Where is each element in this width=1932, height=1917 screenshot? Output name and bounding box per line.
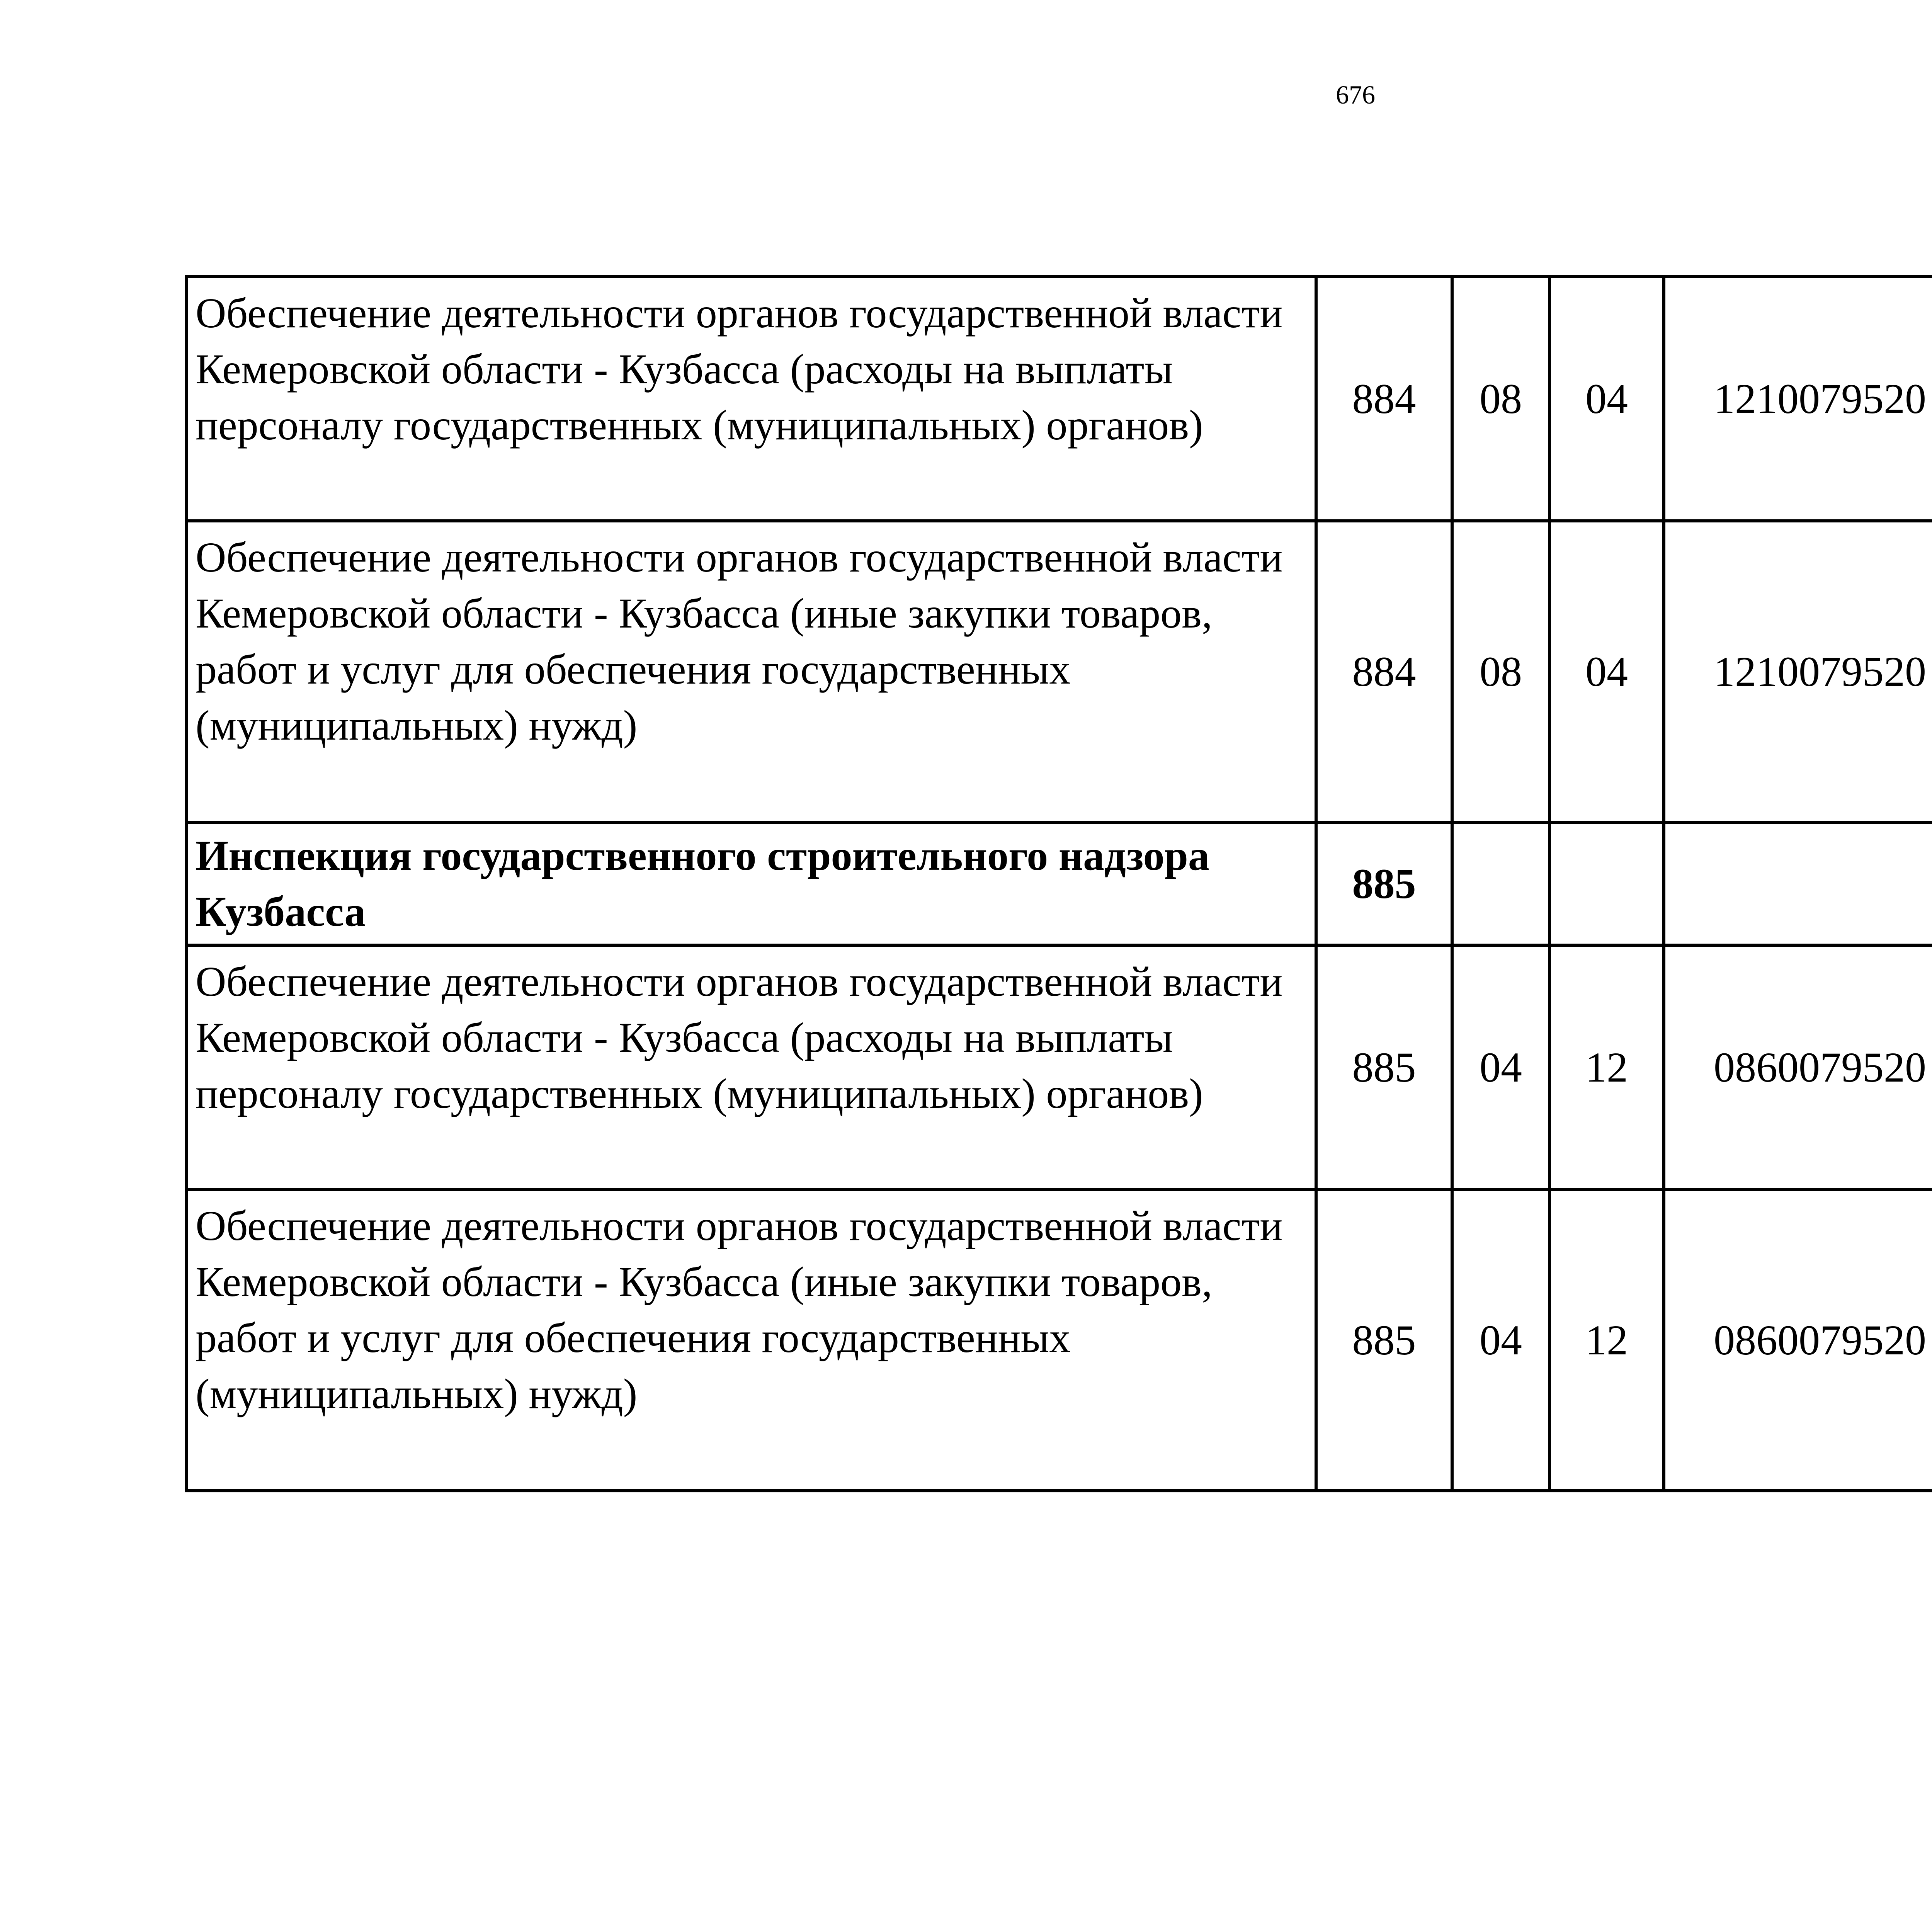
section-code: 04	[1452, 1189, 1549, 1491]
target-article-code: 0860079520	[1664, 1189, 1932, 1491]
section-code	[1452, 822, 1549, 945]
ministry-code: 884	[1316, 277, 1452, 521]
ministry-code: 885	[1316, 1189, 1452, 1491]
row-description: Инспекция государственного строительного надзора Кузбасса	[186, 822, 1316, 945]
table-row	[186, 1189, 1932, 1491]
row-description: Обеспечение деятельности органов государственной власти Кемеровской области - Кузбасса (расходы на выплаты персоналу государственных (муниципальных) органов)	[186, 277, 1316, 521]
target-article-code	[1664, 822, 1932, 945]
table-row	[186, 277, 1932, 521]
subsection-code: 12	[1549, 1189, 1664, 1491]
row-description: Обеспечение деятельности органов государственной власти Кемеровской области - Кузбасса (иные закупки товаров, работ и услуг для обеспечения государственных (муниципальных) нужд)	[186, 521, 1316, 822]
target-article-code: 0860079520	[1664, 945, 1932, 1189]
section-code: 08	[1452, 277, 1549, 521]
subsection-code: 04	[1549, 521, 1664, 822]
target-article-code: 1210079520	[1664, 521, 1932, 822]
subsection-code: 12	[1549, 945, 1664, 1189]
target-article-code: 1210079520	[1664, 277, 1932, 521]
page-number: 676	[1336, 80, 1375, 109]
subsection-code: 04	[1549, 277, 1664, 521]
budget-table	[185, 275, 1932, 1492]
row-description: Обеспечение деятельности органов государственной власти Кемеровской области - Кузбасса (расходы на выплаты персоналу государственных (муниципальных) органов)	[186, 945, 1316, 1189]
subsection-code	[1549, 822, 1664, 945]
table-row	[186, 945, 1932, 1189]
section-code: 08	[1452, 521, 1549, 822]
ministry-code: 885	[1316, 945, 1452, 1189]
section-code: 04	[1452, 945, 1549, 1189]
table-row	[186, 521, 1932, 822]
ministry-code: 884	[1316, 521, 1452, 822]
ministry-code: 885	[1316, 822, 1452, 945]
table-row-heading	[186, 822, 1932, 945]
row-description: Обеспечение деятельности органов государственной власти Кемеровской области - Кузбасса (иные закупки товаров, работ и услуг для обеспечения государственных (муниципальных) нужд)	[186, 1189, 1316, 1491]
